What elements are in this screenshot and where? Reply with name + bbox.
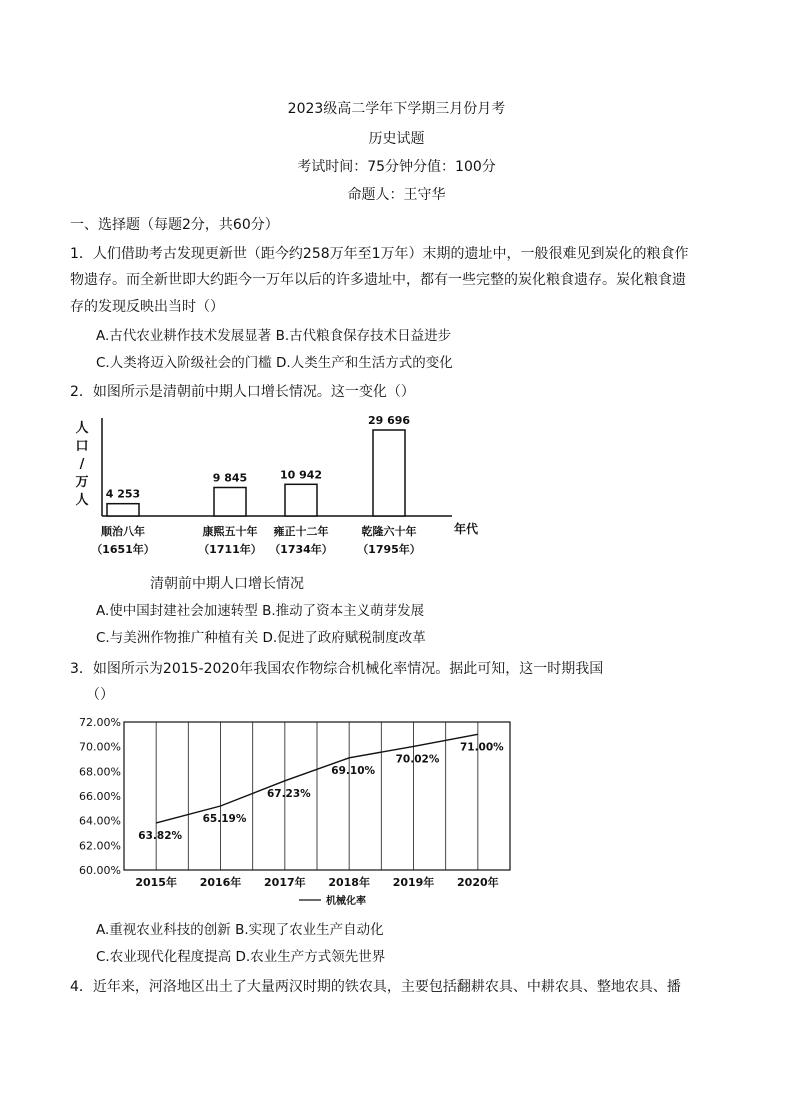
line-chart-y-tick: 62.00% [79, 839, 121, 853]
bar-chart-ylabel-char: 口 [75, 439, 89, 454]
bar-chart-category-year: （1795年） [357, 543, 421, 556]
line-chart-x-tick: 2016年 [199, 876, 242, 889]
line-chart-y-tick: 72.00% [79, 716, 121, 729]
line-chart-data-label: 67.23% [266, 787, 311, 800]
section-heading: 一、选择题（每题2分，共60分） [70, 217, 279, 233]
line-chart-x-tick: 2017年 [264, 876, 306, 889]
population-bar-chart [70, 412, 490, 564]
q3-stem-line: 3．如图所示为2015-2020年我国农作物综合机械化率情况。据此可知，这一时期我国 [70, 661, 604, 677]
exam-info: 考试时间：75分钟分值：100分 [297, 159, 496, 175]
q1-stem-line: 1．人们借助考古发现更新世（距今约258万年至1万年）末期的遗址中，一般很难见到炭化的粮食作 [70, 246, 689, 262]
line-chart-data-label: 71.00% [459, 741, 504, 754]
q2-chart-caption: 清朝前中期人口增长情况 [150, 576, 304, 592]
line-chart-data-label: 65.19% [202, 812, 247, 825]
bar-chart-value-label: 9 845 [212, 471, 248, 485]
line-chart-y-tick: 64.00% [79, 814, 121, 828]
bar-chart-xlabel: 年代 [454, 522, 479, 536]
bar-chart-ylabel [75, 421, 88, 508]
line-chart-data-label: 69.10% [331, 764, 376, 777]
q3-options-cd: C.农业现代化程度提高 D.农业生产方式领先世界 [96, 949, 386, 965]
bar-chart-bar [107, 504, 139, 516]
line-chart-data-label: 63.82% [138, 829, 183, 842]
subject-title: 历史试题 [368, 131, 425, 147]
line-chart-data-label: 70.02% [395, 753, 440, 766]
bar-chart-value-label: 4 253 [105, 487, 141, 501]
bar-chart-category-year: （1711年） [198, 543, 262, 556]
q2-stem: 2．如图所示是清朝前中期人口增长情况。这一变化（） [70, 384, 415, 400]
q1-stem-line: 物遗存。而全新世即大约距今一万年以后的许多遗址中，都有一些完整的炭化粮食遗存。炭化粮食遗 [70, 272, 686, 288]
bar-chart-category-label: 雍正十二年 [273, 525, 329, 538]
bar-chart-bar [373, 430, 405, 516]
line-chart-legend-label: 机械化率 [326, 896, 366, 907]
bar-chart-bar [214, 487, 246, 516]
line-chart-y-tick: 66.00% [79, 790, 121, 803]
bar-chart-value-label: 29 696 [367, 414, 411, 427]
line-chart-y-tick: 60.00% [79, 864, 121, 877]
line-chart-x-tick: 2018年 [328, 876, 370, 889]
bar-chart-bar [285, 484, 317, 516]
mechanization-line-chart [74, 712, 524, 910]
bar-chart-category-year: （1651年） [91, 543, 155, 556]
q4-stem: 4．近年来，河洛地区出土了大量两汉时期的铁农具，主要包括翻耕农具、中耕农具、整地农具、播 [70, 979, 681, 995]
q2-options-cd: C.与美洲作物推广种植有关 D.促进了政府赋税制度改革 [96, 630, 426, 646]
bar-chart-category-label: 康熙五十年 [202, 525, 258, 538]
q1-options-cd: C.人类将迈入阶级社会的门槛 D.人类生产和生活方式的变化 [96, 355, 453, 371]
q1-options-ab: A.古代农业耕作技术发展显著 B.古代粮食保存技术日益进步 [96, 328, 452, 344]
exam-title: 2023级高二学年下学期三月份月考 [287, 101, 506, 117]
bar-chart-category-label: 顺治八年 [101, 525, 145, 538]
bar-chart-value-label: 10 942 [279, 468, 323, 482]
author: 命题人：王守华 [347, 187, 446, 203]
bar-chart-ylabel-char: 人 [75, 421, 89, 436]
q1-stem-line: 存的发现反映出当时（） [70, 299, 224, 315]
bar-chart-category-label: 乾隆六十年 [361, 525, 417, 538]
q3-stem-line: （） [86, 687, 114, 703]
bar-chart-ylabel-char: 人 [75, 493, 89, 508]
line-chart-y-tick: 68.00% [79, 765, 121, 779]
line-chart-y-tick: 70.00% [79, 740, 121, 754]
bar-chart-ylabel-char: / [79, 457, 85, 472]
bar-chart-category-year: （1734年） [269, 543, 333, 556]
q3-options-ab: A.重视农业科技的创新 B.实现了农业生产自动化 [96, 922, 384, 938]
line-chart-x-tick: 2019年 [392, 876, 435, 889]
bar-chart-ylabel-char: 万 [75, 475, 89, 490]
line-chart-x-tick: 2015年 [135, 876, 177, 889]
line-chart-x-tick: 2020年 [457, 876, 499, 889]
q2-options-ab: A.使中国封建社会加速转型 B.推动了资本主义萌芽发展 [96, 603, 425, 619]
